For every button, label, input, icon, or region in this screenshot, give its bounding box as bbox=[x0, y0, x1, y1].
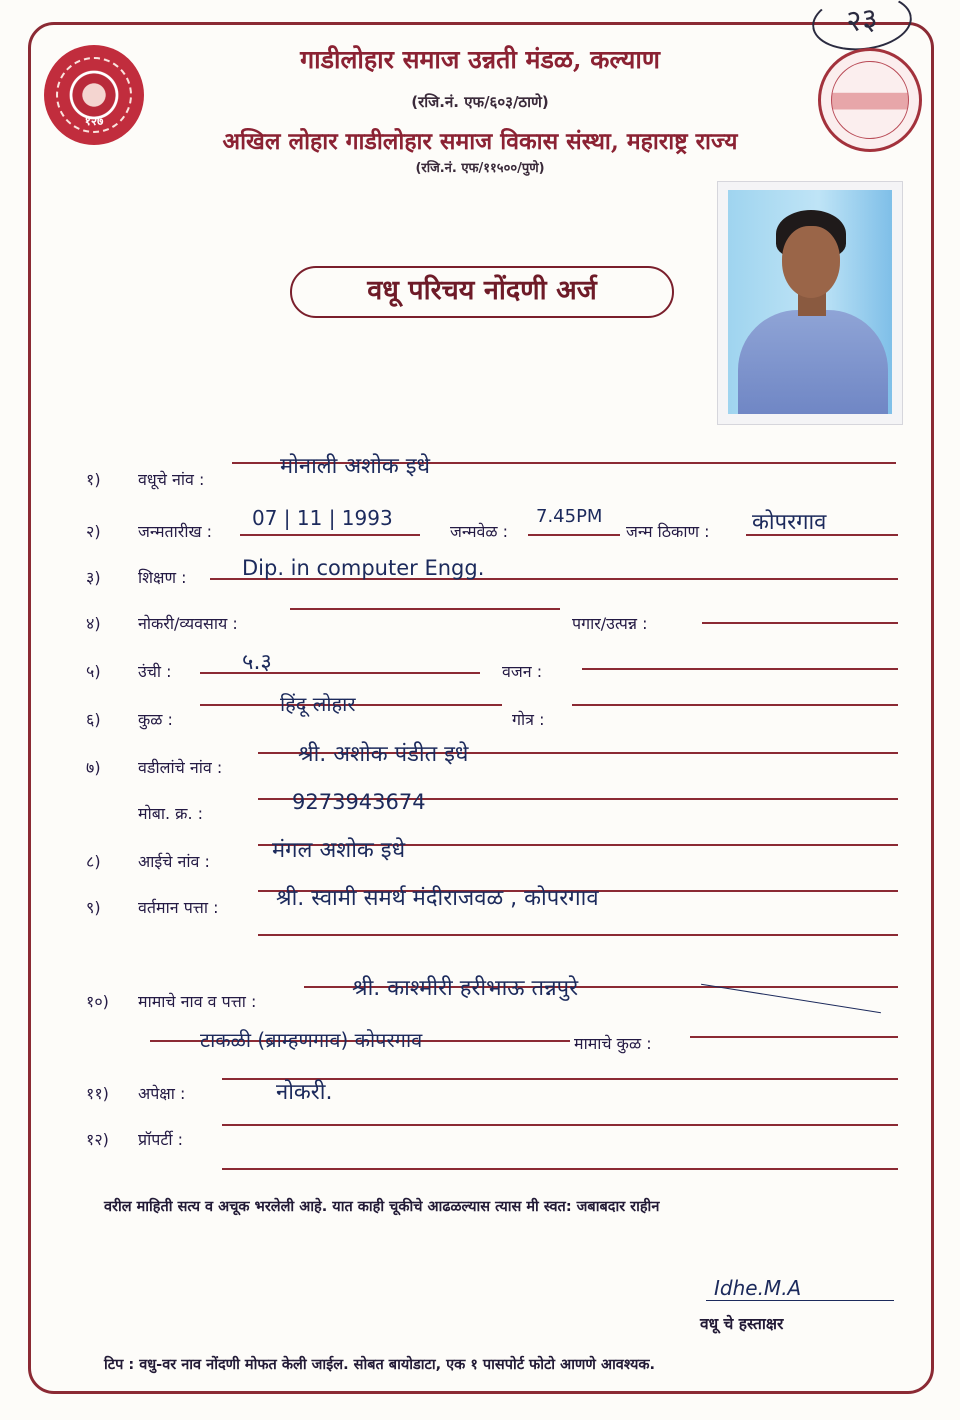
signature-line bbox=[706, 1300, 894, 1301]
org-primary-reg: (रजि.नं. एफ/६०३/ठाणे) bbox=[411, 93, 549, 111]
birth-place-value[interactable]: कोपरगाव bbox=[752, 510, 827, 535]
bride-name-label: वधूचे नांव : bbox=[138, 470, 205, 489]
father-name-label: वडीलांचे नांव : bbox=[138, 758, 223, 777]
height-label: उंची : bbox=[138, 662, 172, 681]
height-value[interactable]: ५.३ bbox=[242, 650, 272, 675]
field-num-1: १) bbox=[86, 470, 101, 489]
field-num-9: ९) bbox=[86, 898, 101, 917]
property-line-1 bbox=[222, 1124, 898, 1126]
declaration-text: वरील माहिती सत्य व अचूक भरलेली आहे. यात काही चूकीचे आढळल्यास त्यास मी स्वत: जबाबदार राहीन bbox=[104, 1199, 660, 1215]
birth-time-label: जन्मवेळ : bbox=[450, 522, 509, 541]
education-value[interactable]: Dip. in computer Engg. bbox=[242, 556, 485, 580]
field-num-4: ४) bbox=[86, 614, 101, 633]
education-label: शिक्षण : bbox=[138, 568, 187, 587]
bride-name-value[interactable]: मोनाली अशोक इधे bbox=[280, 454, 431, 479]
field-num-7: ७) bbox=[86, 758, 101, 777]
seal-label: १२७ bbox=[84, 114, 104, 128]
mobile-value[interactable]: 9273943674 bbox=[292, 790, 426, 814]
bride-signature: Idhe.M.A bbox=[714, 1276, 802, 1300]
field-num-12: १२) bbox=[86, 1130, 109, 1149]
address-value[interactable]: श्री. स्वामी समर्थ मंदीराजवळ , कोपरगाव bbox=[276, 886, 599, 911]
property-label: प्रॉपर्टी : bbox=[138, 1130, 184, 1149]
occupation-line bbox=[290, 608, 560, 610]
field-num-11: ११) bbox=[86, 1084, 109, 1103]
gotra-label: गोत्र : bbox=[512, 710, 545, 729]
weight-label: वजन : bbox=[502, 662, 543, 681]
property-line-2 bbox=[222, 1168, 898, 1170]
org-secondary-title: अखिल लोहार गाडीलोहार समाज विकास संस्था, महाराष्ट्र राज्य bbox=[222, 128, 738, 155]
photo-torso bbox=[738, 310, 888, 414]
uncle-label: मामाचे नाव व पत्ता : bbox=[138, 992, 257, 1011]
footer-note: टिप : वधु-वर नाव नोंदणी मोफत केली जाईल. सोबत बायोडाटा, एक १ पासपोर्ट फोटो आणणे आवश्यक. bbox=[104, 1357, 656, 1373]
signature-label: वधू चे हस्ताक्षर bbox=[700, 1315, 784, 1333]
mother-name-label: आईचे नांव : bbox=[138, 852, 210, 871]
birth-time-value[interactable]: 7.45PM bbox=[536, 506, 603, 527]
field-num-3: ३) bbox=[86, 568, 101, 587]
org-secondary-reg: (रजि.नं. एफ/११५००/पुणे) bbox=[415, 161, 545, 176]
birth-date-line bbox=[240, 534, 420, 536]
field-num-6: ६) bbox=[86, 710, 101, 729]
birth-date-label: जन्मतारीख : bbox=[138, 522, 213, 541]
income-label: पगार/उत्पन्न : bbox=[572, 614, 648, 633]
field-num-2: २) bbox=[86, 522, 101, 541]
address-line-2 bbox=[258, 934, 898, 936]
field-num-5: ५) bbox=[86, 662, 101, 681]
uncle-value-2[interactable]: टाकळी (ब्राम्हणगाव) कोपरगाव bbox=[200, 1028, 423, 1052]
address-label: वर्तमान पत्ता : bbox=[138, 898, 219, 917]
corner-number: २३ bbox=[809, 0, 914, 55]
passport-photo bbox=[718, 182, 902, 424]
occupation-label: नोकरी/व्यवसाय : bbox=[138, 614, 238, 633]
uncle-clan-line bbox=[690, 1036, 898, 1038]
mother-name-value[interactable]: मंगल अशोक इधे bbox=[272, 838, 406, 863]
photo-face bbox=[782, 226, 840, 298]
uncle-value[interactable]: श्री. काश्मीरी हरीभाऊ तन्नपुरे bbox=[352, 976, 579, 1001]
photo-background bbox=[728, 190, 892, 414]
birth-time-line bbox=[528, 534, 620, 536]
clan-value[interactable]: हिंदू लोहार bbox=[280, 692, 356, 716]
field-num-10: १०) bbox=[86, 992, 109, 1011]
clan-label: कुळ : bbox=[138, 710, 173, 729]
income-line bbox=[702, 622, 898, 624]
birth-date-value[interactable]: 07 | 11 | 1993 bbox=[252, 506, 393, 530]
weight-line bbox=[582, 668, 898, 670]
org-primary-title: गाडीलोहार समाज उन्नती मंडळ, कल्याण bbox=[300, 45, 660, 74]
field-num-8: ८) bbox=[86, 852, 101, 871]
expectation-value[interactable]: नोकरी. bbox=[276, 1080, 333, 1105]
birth-place-label: जन्म ठिकाण : bbox=[626, 522, 710, 541]
form-title: वधू परिचय नोंदणी अर्ज bbox=[290, 266, 674, 318]
expectation-label: अपेक्षा : bbox=[138, 1084, 186, 1103]
uncle-clan-label: मामाचे कुळ : bbox=[574, 1034, 652, 1053]
gotra-line bbox=[572, 704, 898, 706]
mobile-label: मोबा. क्र. : bbox=[138, 804, 204, 823]
father-name-value[interactable]: श्री. अशोक पंडीत इधे bbox=[298, 742, 469, 767]
